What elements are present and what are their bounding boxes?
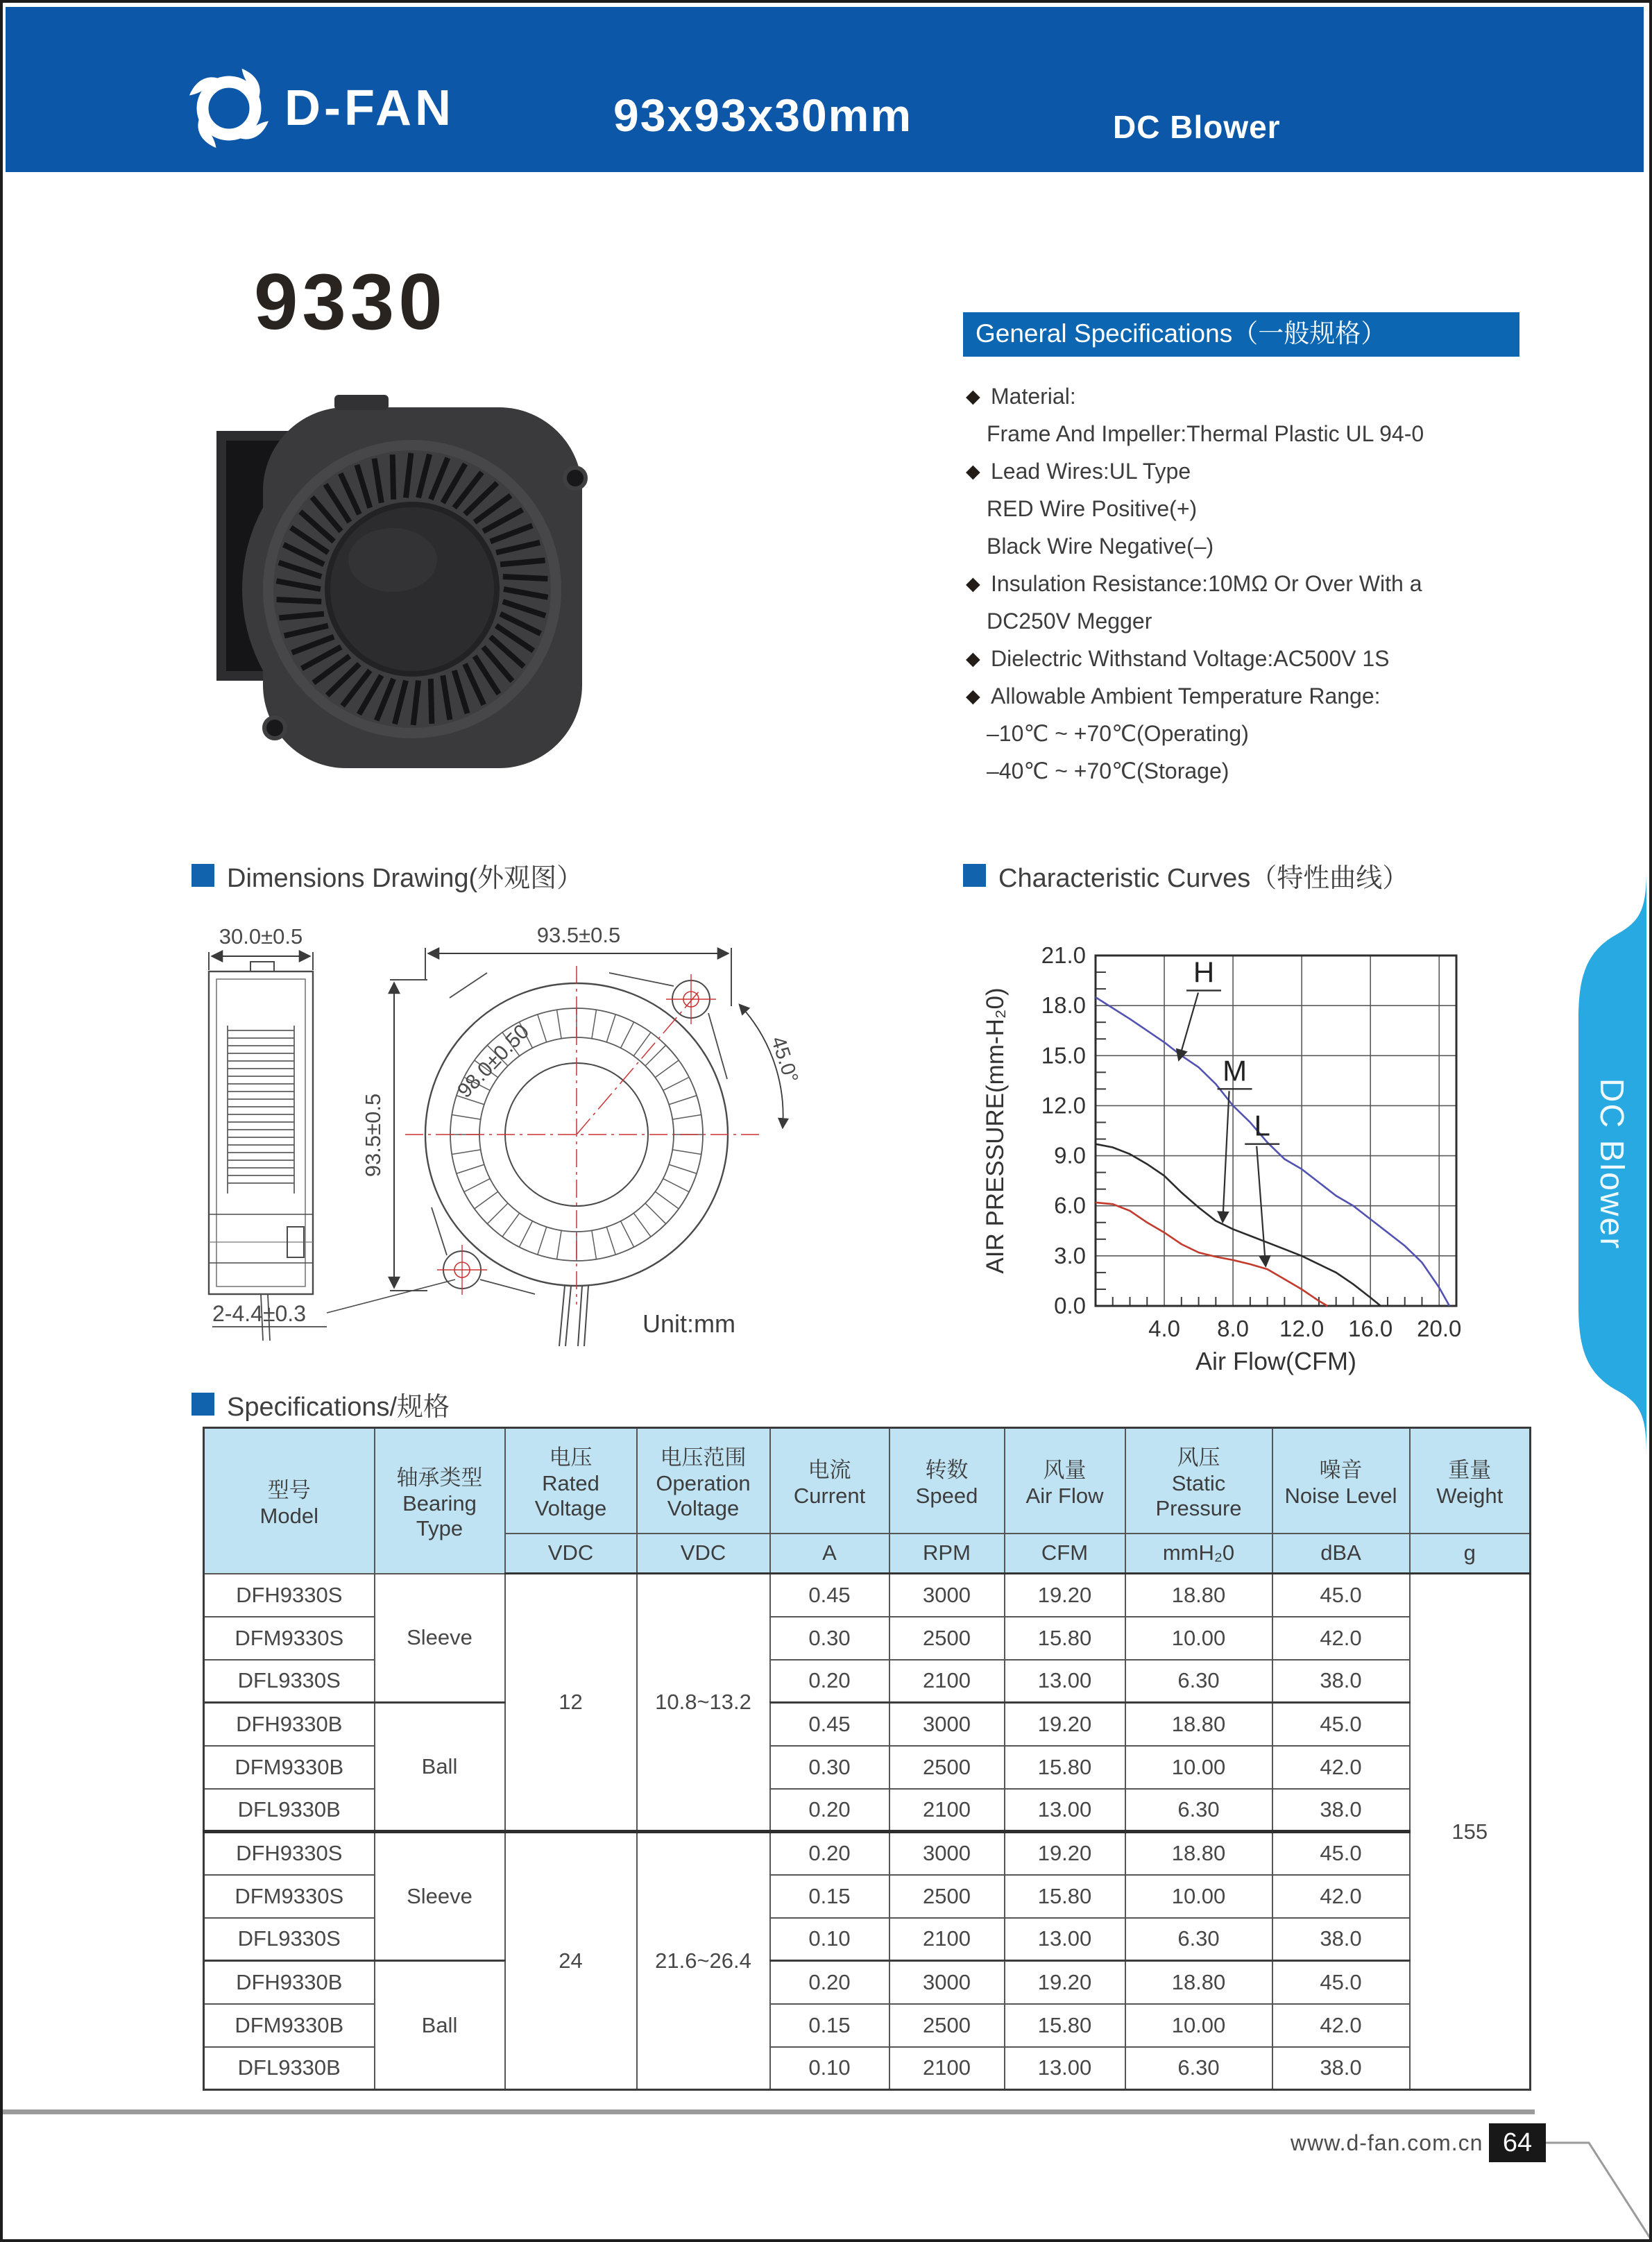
cell-current: 0.20 [770,1832,889,1875]
cell-static-pressure: 18.80 [1125,1574,1272,1617]
spec-bullet-item [966,640,1542,677]
svg-text:30.0±0.5: 30.0±0.5 [219,924,303,949]
side-tab-label-text: DC Blower [1593,1078,1630,1250]
svg-text:20.0: 20.0 [1417,1316,1462,1341]
svg-text:12.0: 12.0 [1279,1316,1325,1341]
curves-title-text: Characteristic Curves（特性曲线） [998,864,1409,893]
col-unit-speed: RPM [889,1534,1005,1574]
cell-static-pressure: 18.80 [1125,1703,1272,1746]
specifications-table [203,1427,1531,2091]
svg-text:12.0: 12.0 [1041,1092,1086,1119]
svg-text:Air Flow(CFM): Air Flow(CFM) [1195,1347,1356,1375]
col-header-operation-voltage: 电压范围 Operation Voltage [637,1428,770,1534]
cell-bearing-type: Ball [375,1703,505,1832]
cell-noise-level: 38.0 [1272,1918,1410,1961]
cell-noise-level: 45.0 [1272,1574,1410,1617]
cell-bearing-type: Ball [375,1961,505,2090]
cell-noise-level: 38.0 [1272,1660,1410,1703]
characteristic-curves-chart [967,917,1495,1381]
cell-air-flow: 19.20 [1005,1832,1125,1875]
cell-static-pressure: 6.30 [1125,1789,1272,1832]
cell-model: DFL9330S [204,1918,375,1961]
cell-current: 0.10 [770,1918,889,1961]
general-specs-header: General Specifications（一般规格） [963,312,1519,357]
col-header-rated-voltage: 电压 Rated Voltage [505,1428,637,1534]
svg-text:H: H [1193,956,1215,989]
svg-text:15.0: 15.0 [1041,1042,1086,1069]
spec-bullet-item [966,752,1542,790]
svg-text:Unit:mm: Unit:mm [642,1309,735,1338]
side-tab-label [1585,1077,1638,1250]
col-header-speed: 转数 Speed [889,1428,1005,1534]
cell-air-flow: 19.20 [1005,1703,1125,1746]
dimensions-drawing [185,916,851,1360]
cell-noise-level: 42.0 [1272,2004,1410,2047]
cell-air-flow: 15.80 [1005,1746,1125,1789]
cell-model: DFM9330B [204,2004,375,2047]
spec-bullet-text: Material: [991,383,1076,409]
cell-static-pressure: 10.00 [1125,1875,1272,1918]
cell-air-flow: 19.20 [1005,1574,1125,1617]
spec-bullet-item [966,602,1542,640]
cell-static-pressure: 10.00 [1125,1746,1272,1789]
header-band [6,7,1644,172]
spec-title-text: Specifications/规格 [227,1393,450,1422]
table-row [204,1703,1531,1746]
footer-website: www.d-fan.com.cn [1291,2130,1483,2155]
cell-noise-level: 45.0 [1272,1703,1410,1746]
dimensions-section-title [191,856,583,894]
svg-text:21.0: 21.0 [1041,942,1086,968]
cell-static-pressure: 6.30 [1125,1660,1272,1703]
spec-bullet-text: Frame And Impeller:Thermal Plastic UL 94-0 [987,421,1424,446]
cell-current: 0.20 [770,1660,889,1703]
col-header-static-pressure: 风压 Static Pressure [1125,1428,1272,1534]
cell-static-pressure: 18.80 [1125,1832,1272,1875]
cell-model: DFM9330S [204,1875,375,1918]
col-unit-rated-voltage: VDC [505,1534,637,1574]
cell-speed: 2100 [889,2047,1005,2090]
col-header-air-flow: 风量 Air Flow [1005,1428,1125,1534]
cell-air-flow: 13.00 [1005,2047,1125,2090]
spec-bullet-text: Lead Wires:UL Type [991,458,1191,484]
svg-text:18.0: 18.0 [1041,992,1086,1019]
cell-bearing-type: Sleeve [375,1574,505,1703]
spec-bullet-text: RED Wire Positive(+) [987,495,1198,521]
cell-noise-level: 38.0 [1272,2047,1410,2090]
cell-model: DFH9330B [204,1703,375,1746]
cell-current: 0.10 [770,2047,889,2090]
cell-air-flow: 15.80 [1005,1617,1125,1660]
cell-speed: 3000 [889,1961,1005,2004]
diamond-bullet-icon: ◆ [966,647,980,669]
spec-bullet-item [966,565,1542,602]
product-photo-svg [197,381,613,797]
page-number-badge: 64 [1489,2123,1546,2162]
cell-air-flow: 15.80 [1005,1875,1125,1918]
cell-speed: 2100 [889,1918,1005,1961]
cell-model: DFH9330S [204,1832,375,1875]
spec-bullet-item [966,377,1542,415]
cell-air-flow: 19.20 [1005,1961,1125,2004]
svg-text:93.5±0.5: 93.5±0.5 [361,1093,385,1178]
cell-static-pressure: 10.00 [1125,2004,1272,2047]
cell-air-flow: 13.00 [1005,1789,1125,1832]
cell-noise-level: 42.0 [1272,1617,1410,1660]
cell-current: 0.45 [770,1574,889,1617]
product-size-title: 93x93x30mm [613,90,913,141]
cell-bearing-type: Sleeve [375,1832,505,1961]
svg-text:4.0: 4.0 [1148,1316,1180,1341]
cell-noise-level: 45.0 [1272,1961,1410,2004]
spec-section-title [191,1385,450,1423]
cell-weight: 155 [1410,1574,1531,2090]
blue-square-icon [191,864,214,887]
svg-text:45.0°: 45.0° [766,1033,803,1086]
cell-model: DFL9330S [204,1660,375,1703]
col-unit-noise-level: dBA [1272,1534,1410,1574]
blue-square-icon [191,1393,214,1416]
cell-static-pressure: 6.30 [1125,1918,1272,1961]
svg-text:93.5±0.5: 93.5±0.5 [536,923,621,947]
cell-speed: 2500 [889,2004,1005,2047]
cell-model: DFM9330B [204,1746,375,1789]
cell-speed: 2500 [889,1746,1005,1789]
dimensions-title-text: Dimensions Drawing(外观图） [227,864,584,893]
table-row [204,1961,1531,2004]
col-unit-air-flow: CFM [1005,1534,1125,1574]
col-header-bearing-type: 轴承类型 Bearing Type [375,1428,505,1574]
col-unit-current: A [770,1534,889,1574]
cell-static-pressure: 6.30 [1125,2047,1272,2090]
cell-model: DFM9330S [204,1617,375,1660]
col-header-weight: 重量 Weight [1410,1428,1531,1534]
general-specs-list [966,377,1542,790]
cell-model: DFL9330B [204,2047,375,2090]
curves-section-title [963,856,1408,894]
curve-M [1096,1144,1381,1306]
svg-text:9.0: 9.0 [1054,1142,1086,1169]
spec-bullet-text: Insulation Resistance:10MΩ Or Over With a [991,570,1422,596]
footer-divider [3,2109,1535,2114]
cell-model: DFH9330S [204,1574,375,1617]
table-row [204,1574,1531,1617]
cell-current: 0.30 [770,1617,889,1660]
cell-current: 0.45 [770,1703,889,1746]
col-header-noise-level: 噪音 Noise Level [1272,1428,1410,1534]
col-unit-operation-voltage: VDC [637,1534,770,1574]
diamond-bullet-icon: ◆ [966,385,980,407]
cell-speed: 3000 [889,1703,1005,1746]
col-header-current: 电流 Current [770,1428,889,1534]
diamond-bullet-icon: ◆ [966,685,980,706]
svg-text:98.0±0.50: 98.0±0.50 [453,1020,534,1103]
svg-text:6.0: 6.0 [1054,1192,1086,1218]
cell-rated-voltage: 24 [505,1832,637,2090]
svg-text:AIR PRESSURE(mm-H₂0): AIR PRESSURE(mm-H₂0) [982,987,1009,1274]
cell-current: 0.20 [770,1961,889,2004]
cell-air-flow: 15.80 [1005,2004,1125,2047]
spec-bullet-text: –40℃ ~ +70℃(Storage) [987,758,1229,783]
spec-bullet-text: DC250V Megger [987,608,1152,634]
fan-swirl-icon [183,62,275,154]
svg-text:16.0: 16.0 [1348,1316,1393,1341]
col-header-model: 型号 Model [204,1428,375,1574]
cell-noise-level: 45.0 [1272,1832,1410,1875]
spec-bullet-text: Black Wire Negative(–) [987,533,1214,559]
cell-operation-voltage: 10.8~13.2 [637,1574,770,1832]
product-category-title: DC Blower [1113,109,1281,145]
dfan-logo [183,60,454,157]
brand-name: D-FAN [284,80,454,136]
spec-bullet-item [966,677,1542,715]
cell-noise-level: 42.0 [1272,1875,1410,1918]
svg-text:0.0: 0.0 [1054,1293,1086,1318]
cell-noise-level: 42.0 [1272,1746,1410,1789]
cell-static-pressure: 18.80 [1125,1961,1272,2004]
spec-bullet-item [966,527,1542,565]
product-photo [197,381,613,797]
cell-current: 0.15 [770,2004,889,2047]
cell-speed: 2500 [889,1617,1005,1660]
spec-bullet-item [966,452,1542,490]
dimensions-svg [185,916,851,1360]
cell-speed: 3000 [889,1832,1005,1875]
spec-bullet-text: –10℃ ~ +70℃(Operating) [987,721,1249,746]
cell-current: 0.15 [770,1875,889,1918]
spec-bullet-text: Dielectric Withstand Voltage:AC500V 1S [991,645,1390,671]
cell-air-flow: 13.00 [1005,1660,1125,1703]
cell-model: DFL9330B [204,1789,375,1832]
cell-static-pressure: 10.00 [1125,1617,1272,1660]
cell-model: DFH9330B [204,1961,375,2004]
cell-speed: 3000 [889,1574,1005,1617]
svg-text:L: L [1254,1109,1270,1142]
cell-speed: 2500 [889,1875,1005,1918]
spec-bullet-item [966,490,1542,527]
cell-speed: 2100 [889,1660,1005,1703]
spec-bullet-item [966,715,1542,752]
cell-rated-voltage: 12 [505,1574,637,1832]
cell-current: 0.20 [770,1789,889,1832]
cell-operation-voltage: 21.6~26.4 [637,1832,770,2090]
svg-text:3.0: 3.0 [1054,1242,1086,1268]
col-unit-weight: g [1410,1534,1531,1574]
table-row [204,1832,1531,1875]
spec-bullet-text: Allowable Ambient Temperature Range: [991,683,1381,708]
diamond-bullet-icon: ◆ [966,460,980,482]
footer-leader-line [1529,2123,1652,2242]
svg-text:M: M [1223,1054,1247,1087]
svg-text:8.0: 8.0 [1217,1316,1250,1341]
curve-H [1096,997,1449,1306]
cell-speed: 2100 [889,1789,1005,1832]
cell-noise-level: 38.0 [1272,1789,1410,1832]
col-unit-static-pressure: mmH₂0 [1125,1534,1272,1574]
model-number-title: 9330 [254,258,447,346]
spec-bullet-item [966,415,1542,452]
curves-svg [967,917,1495,1381]
svg-text:2-4.4±0.3: 2-4.4±0.3 [212,1301,306,1326]
diamond-bullet-icon: ◆ [966,572,980,594]
blue-square-icon [963,864,986,887]
cell-air-flow: 13.00 [1005,1918,1125,1961]
cell-current: 0.30 [770,1746,889,1789]
